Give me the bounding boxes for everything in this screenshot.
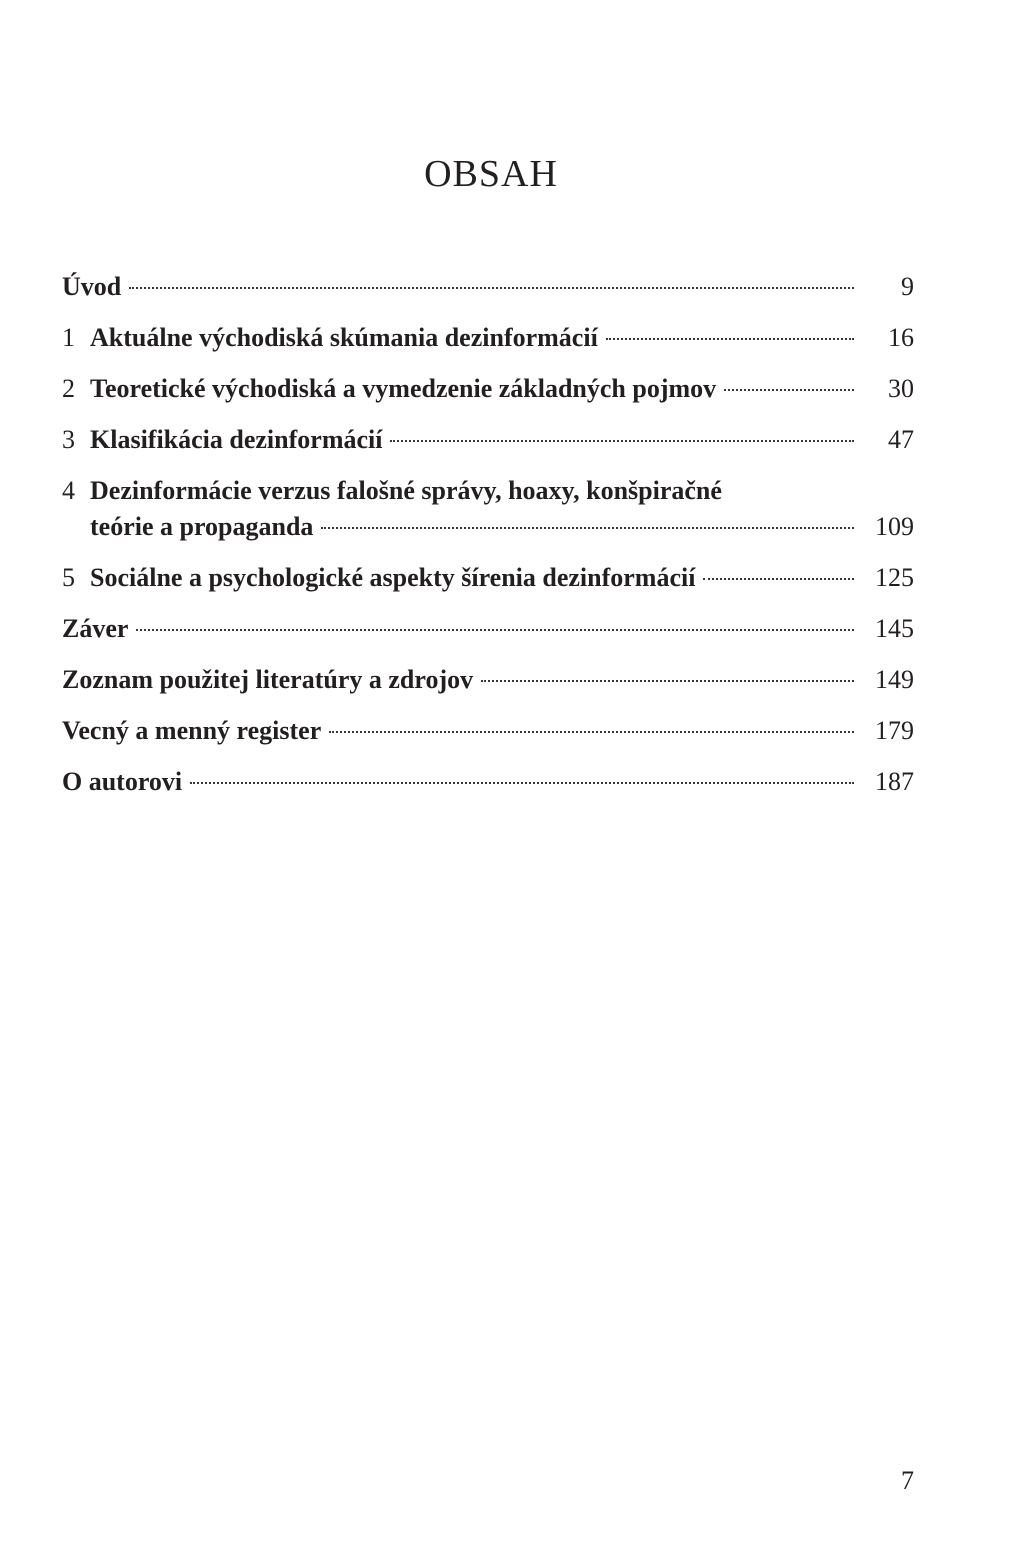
toc-entry-number: 4 — [62, 476, 75, 505]
dot-leader — [481, 680, 854, 682]
toc-entry-page: 109 — [875, 512, 914, 541]
toc-entry-zaver[interactable] — [62, 614, 914, 644]
dot-leader — [703, 578, 854, 580]
toc-entry-page: 149 — [875, 665, 914, 694]
toc-entry-title: Teoretické východiská a vymedzenie základných pojmov — [90, 374, 717, 403]
toc-entry-title: Aktuálne východiská skúmania dezinformácií — [90, 323, 598, 352]
toc-entry-page: 9 — [901, 272, 914, 301]
toc-entry-title-line-2: teórie a propaganda — [90, 512, 314, 541]
toc-entry-chapter-5[interactable] — [62, 563, 914, 593]
toc-entry-title: O autorovi — [62, 767, 183, 796]
toc-entry-title: Klasifikácia dezinformácií — [90, 425, 383, 454]
toc-entry-title-line-1: Dezinformácie verzus falošné správy, hoaxy, konšpiračné — [90, 476, 722, 505]
toc-entry-title: Zoznam použitej literatúry a zdrojov — [62, 665, 474, 694]
page-number: 7 — [901, 1466, 914, 1495]
toc-entry-chapter-4[interactable] — [62, 476, 914, 542]
dot-leader — [724, 389, 854, 391]
dot-leader — [190, 782, 854, 784]
toc-entry-chapter-1[interactable] — [62, 323, 914, 353]
toc-entry-page: 30 — [888, 374, 914, 403]
toc-entry-o-autorovi[interactable] — [62, 767, 914, 797]
toc-entry-number: 2 — [62, 374, 75, 403]
toc-entry-page: 187 — [875, 767, 914, 796]
dot-leader — [129, 287, 854, 289]
table-of-contents — [62, 272, 914, 818]
toc-entry-number: 3 — [62, 425, 75, 454]
toc-entry-title: Sociálne a psychologické aspekty šírenia dezinformácií — [90, 563, 696, 592]
dot-leader — [390, 440, 854, 442]
toc-entry-page: 145 — [875, 614, 914, 643]
dot-leader — [329, 731, 854, 733]
toc-entry-page: 16 — [888, 323, 914, 352]
toc-entry-chapter-3[interactable] — [62, 425, 914, 455]
dot-leader — [606, 338, 854, 340]
toc-entry-number: 5 — [62, 563, 75, 592]
toc-entry-register[interactable] — [62, 716, 914, 746]
dot-leader — [321, 527, 854, 529]
toc-entry-title: Úvod — [62, 272, 122, 301]
toc-entry-page: 125 — [875, 563, 914, 592]
page-title: OBSAH — [424, 153, 558, 195]
toc-entry-chapter-2[interactable] — [62, 374, 914, 404]
dot-leader — [136, 629, 854, 631]
toc-entry-title: Záver — [62, 614, 129, 643]
toc-entry-number: 1 — [62, 323, 75, 352]
toc-entry-page: 179 — [875, 716, 914, 745]
toc-entry-page: 47 — [888, 425, 914, 454]
toc-entry-literatura[interactable] — [62, 665, 914, 695]
toc-entry-title: Vecný a menný register — [62, 716, 322, 745]
toc-entry-uvod[interactable] — [62, 272, 914, 302]
